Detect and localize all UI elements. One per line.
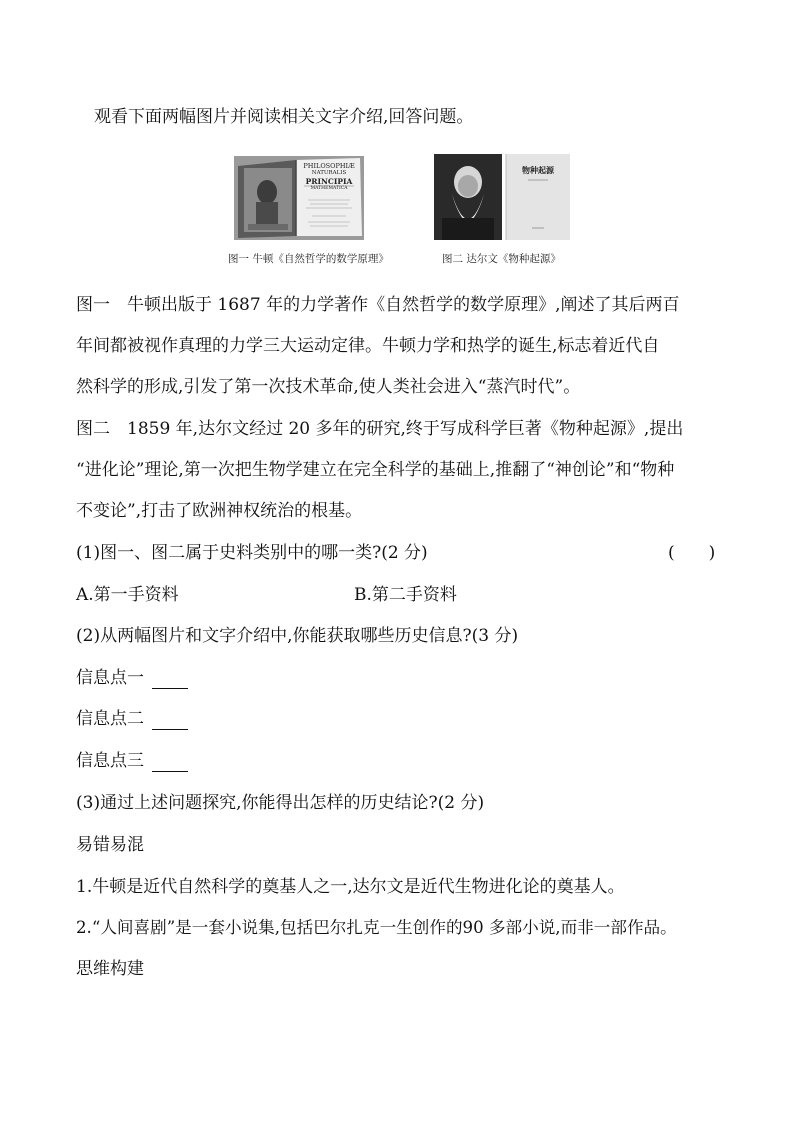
info-point-3: [76, 750, 188, 772]
easy-confuse-title: 易错易混: [76, 835, 144, 855]
info-point-1: [76, 667, 188, 689]
option-b: B.第二手资料: [354, 585, 457, 605]
easy-confuse-item1: 1.牛顿是近代自然科学的奠基人之一,达尔文是近代生物进化论的奠基人。: [76, 877, 625, 897]
question2: (2)从两幅图片和文字介绍中,你能获取哪些历史信息?(3 分): [76, 626, 519, 646]
question1: (1)图一、图二属于史料类别中的哪一类?(2 分): [76, 543, 428, 563]
newton-principia-image: [234, 156, 364, 240]
info-point-3-blank: [152, 755, 188, 772]
book1-title-line1: PHILOSOPHIÆ: [303, 162, 355, 170]
question3: (3)通过上述问题探究,你能得出怎样的历史结论?(2 分): [76, 793, 485, 813]
info-point-3-label: 信息点三: [76, 751, 144, 771]
intro-text: 观看下面两幅图片并阅读相关文字介绍,回答问题。: [94, 107, 474, 127]
book1-title-line2: NATURALIS: [311, 170, 347, 176]
easy-confuse-item2: 2.“人间喜剧”是一套小说集,包括巴尔扎克一生创作的90 多部小说,而非一部作品。: [76, 918, 677, 937]
option-a: A.第一手资料: [76, 585, 179, 605]
book1-title-line4: MATHEMATICA: [310, 186, 348, 191]
info-point-2: [76, 708, 188, 730]
paragraph2-line1: 图二 1859 年,达尔文经过 20 多年的研究,终于写成科学巨著《物种起源》,提出: [76, 419, 684, 439]
book1-title-line3: PRINCIPIA: [305, 177, 353, 186]
info-point-1-label: 信息点一: [76, 668, 144, 688]
paragraph1-line2: 年间都被视作真理的力学三大运动定律。牛顿力学和热学的诞生,标志着近代自: [76, 336, 660, 356]
paragraph2-line3: 不变论”,打击了欧洲神权统治的根基。: [76, 501, 363, 521]
figure2-caption: 图二 达尔文《物种起源》: [442, 253, 561, 265]
paragraph1-line3: 然科学的形成,引发了第一次技术革命,使人类社会进入“蒸汽时代”。: [76, 377, 581, 397]
figure1-caption: 图一 牛顿《自然哲学的数学原理》: [228, 253, 389, 265]
mindmap-title: 思维构建: [76, 959, 144, 979]
paragraph2-line2: “进化论”理论,第一次把生物学建立在完全科学的基础上,推翻了“神创论”和“物种: [76, 460, 675, 480]
question1-answer-paren: ( ): [668, 543, 716, 563]
info-point-2-label: 信息点二: [76, 709, 144, 729]
info-point-1-blank: [152, 672, 188, 689]
book2-title: 物种起源: [522, 165, 554, 175]
paragraph1-line1: 图一 牛顿出版于 1687 年的力学著作《自然哲学的数学原理》,阐述了其后两百: [76, 295, 680, 315]
info-point-2-blank: [152, 713, 188, 730]
darwin-origin-image: [434, 154, 570, 240]
